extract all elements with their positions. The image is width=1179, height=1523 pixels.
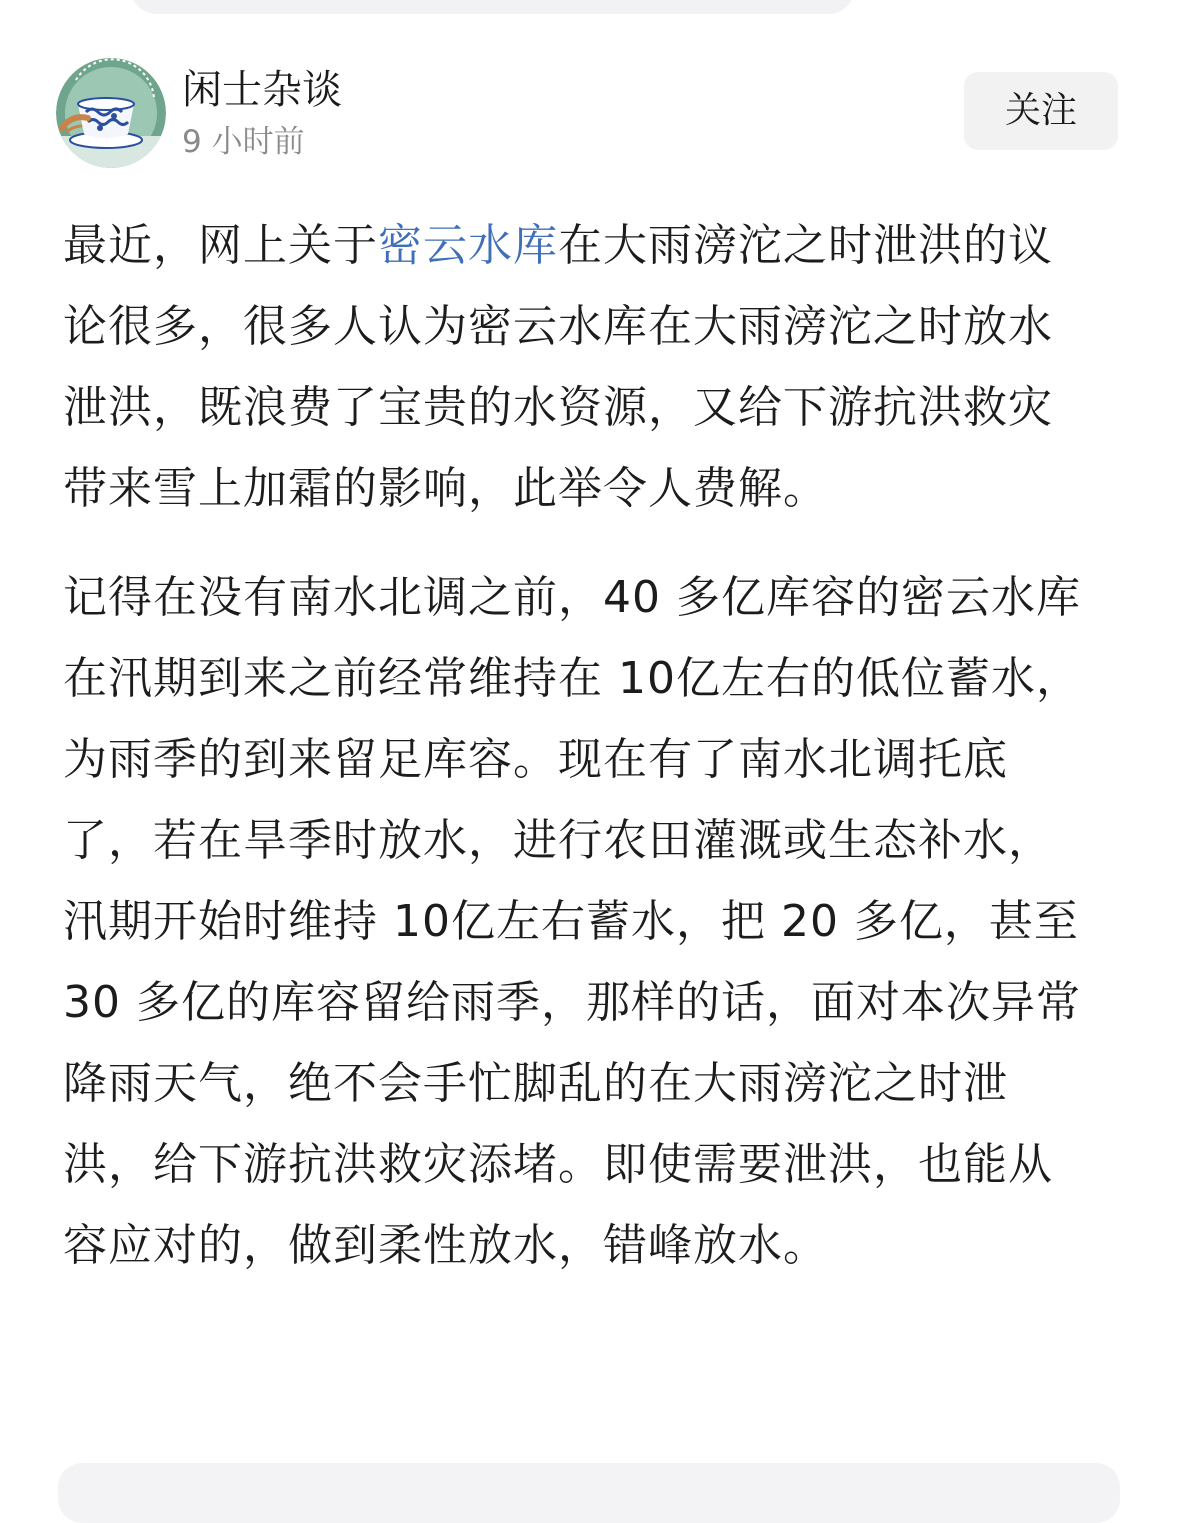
post-body (63, 205, 1088, 1286)
top-search-bar[interactable] (130, 0, 855, 14)
post-time: 9 小时前 (182, 124, 305, 160)
author-header (56, 58, 1120, 168)
avatar-teacup-image (56, 58, 166, 168)
author-name[interactable]: 闲士杂谈 (182, 67, 342, 113)
paragraph-text: 最近，网上关于 (63, 220, 378, 271)
follow-button[interactable]: 关注 (964, 72, 1118, 150)
avatar[interactable] (56, 58, 166, 168)
next-card (58, 1463, 1120, 1523)
topic-link[interactable]: 密云水库 (378, 220, 558, 271)
post-paragraph-2: 记得在没有南水北调之前，40 多亿库容的密云水库在汛期到来之前经常维持在 10亿左右的低位蓄水，为雨季的到来留足库容。现在有了南水北调托底了，若在旱季时放水，进行农田灌溉或生态补水，汛期开始时维持 10亿左右蓄水，把 20 多亿，甚至 30 多亿的库容留给雨季，那样的话，面对本次异常降雨天气，绝不会手忙脚乱的在大雨滂沱之时泄洪，给下游抗洪救灾添堵。即使需要泄洪，也能从容应对的，做到柔性放水，错峰放水。 (63, 572, 1081, 1271)
paragraph-text: 在大雨滂沱之时泄洪的议论很多，很多人认为密云水库在大雨滂沱之时放水泄洪，既浪费了宝贵的水资源，又给下游抗洪救灾带来雪上加霜的影响，此举令人费解。 (63, 220, 1053, 514)
post-paragraph-1 (63, 205, 1088, 529)
